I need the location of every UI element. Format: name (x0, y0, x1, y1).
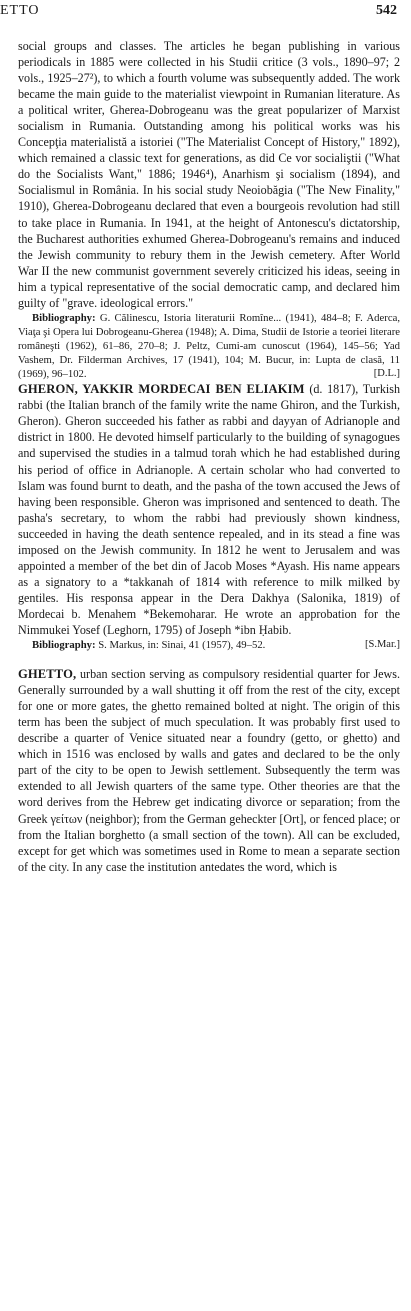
bibliography-text: S. Markus, in: Sinai, 41 (1957), 49–52. (95, 639, 266, 652)
entry-heading: GHETTO, (18, 667, 77, 682)
text-column (18, 38, 400, 875)
bibliography-label: Bibliography: (32, 639, 96, 652)
page-number: 542 (376, 3, 397, 18)
entry-gap (18, 652, 400, 666)
running-header (0, 0, 411, 22)
bibliography-label: Bibliography: (32, 311, 96, 324)
entry-heading: GHERON, YAKKIR MORDECAI BEN ELIAKIM (18, 382, 305, 397)
author-signature: [D.L.] (373, 368, 400, 380)
bibliography-gherea (18, 311, 400, 381)
entry-ghetto (18, 666, 400, 875)
entry-gheron (18, 381, 400, 638)
bibliography-gheron (18, 638, 400, 652)
entry-text: (d. 1817), Turkish rabbi (the Italian branch of the family write the name Ghiron, and the Turkish, Gheron). Gheron succeeded his father as rabbi and dayyan of Adrianople and district in 1800. He devoted himself particularly to the building of synagogues and supervised the studies in a talmud torah which he had established during his period of office in Adrianople. A certain scholar who had converted to Islam was found burnt to death, and the pasha of the town accused the Jews of having been responsible. Gheron was imprisoned and sentenced to death. The pasha's secretary, to whom the rabbi had previously shown kindness, succeeded in having the death sentence repealed, and in its stead a fine was imposed on the Jewish community. In 1812 he went to Jerusalem and was appointed a member of the bet din of Jacob Moses *Ayash. His name appears as a signatory to a *takkanah of 1814 with reference to milk milked by gentiles. His responsa appear in the Dera Dakhya (Salonika, 1819) of Mordecai b. Menahem *Bekemoharar. He wrote an approbation for the Nimmukei Yosef (Leghorn, 1795) of Joseph *ibn Ḥabib. (18, 382, 400, 637)
author-signature: [S.Mar.] (365, 639, 400, 651)
entry-text: urban section serving as compulsory residential quarter for Jews. Generally surrounded by a wall shutting it off from the rest of the city, except for one or more gates, the ghetto remained bolted at night. The origin of this term has been the subject of much speculation. It was probably first used to describe a quarter of Venice situated near a foundry (getto, or ghetto) and which in 1516 was enclosed by walls and gates and declared to be the only part of the city to be open to Jewish settlement. Subsequently the term was extended to all Jewish quarters of the same type. Other theories are that the word derives from the Hebrew get indicating divorce or separation; from the Greek γείτων (neighbor); from the German geheckter [Ort], or fenced place; or from the Italian borghetto (a small section of the town). All can be excluded, except for get which was sometimes used in Rome to mean a separate section of the city. In any case the institution antedates the word, which is (18, 667, 400, 874)
bibliography-text: G. Călinescu, Istoria literaturii Romîne... (1941), 484–8; F. Aderca, Viaţa şi Opera lui Dobrogeanu-Gherea (1948); A. Dima, Studii de Istorie a teoriei literare româneşti (1962), 61–86, 270–8; J. Peltz, Cumi-am cunoscut (1964), 145–56; Yad Vashem, Dr. Filderman Archives, 17 (1941), 104; M. Bucur, in: Lupta de clasă, 11 (1969), 96–102. (18, 311, 400, 381)
continuation-paragraph: social groups and classes. The articles he began publishing in various periodicals in 1885 were collected in his Studii critice (3 vols., 1890–97; 2 vols., 1925–27²), to which a fourth volume was subsequently added. The work became the main guide to the materialist viewpoint in Rumanian literature. As a political writer, Gherea-Dobrogeanu was the great popularizer of Marxist socialism in Rumania. Outstanding among his political works was his Concepţia materialistă a istoriei ("The Materialist Concept of History," 1892), which remained a classic text for generations, as did Ce vor socialiştii ("What do the Socialists Want," 1886; 1946⁴), Anarhism şi socialism (1894), and Socialismul in România. In his social study Neoiobăgia ("The New Finality," 1910), Gherea-Dobrogeanu declared that even a bourgeois revolution had still to take place in Rumania. In 1941, at the height of Antonescu's dictatorship, the Bucharest authorities exhumed Gherea-Dobrogeanu's remains and induced the Jewish community to rebury them in the Jewish cemetery. After World War II the new communist government severely criticized his ideas, seeing in him a typical representative of the social democratic camp, and declared him guilty of "grave. ideological errors." (18, 39, 400, 310)
running-title: ETTO (0, 3, 40, 18)
